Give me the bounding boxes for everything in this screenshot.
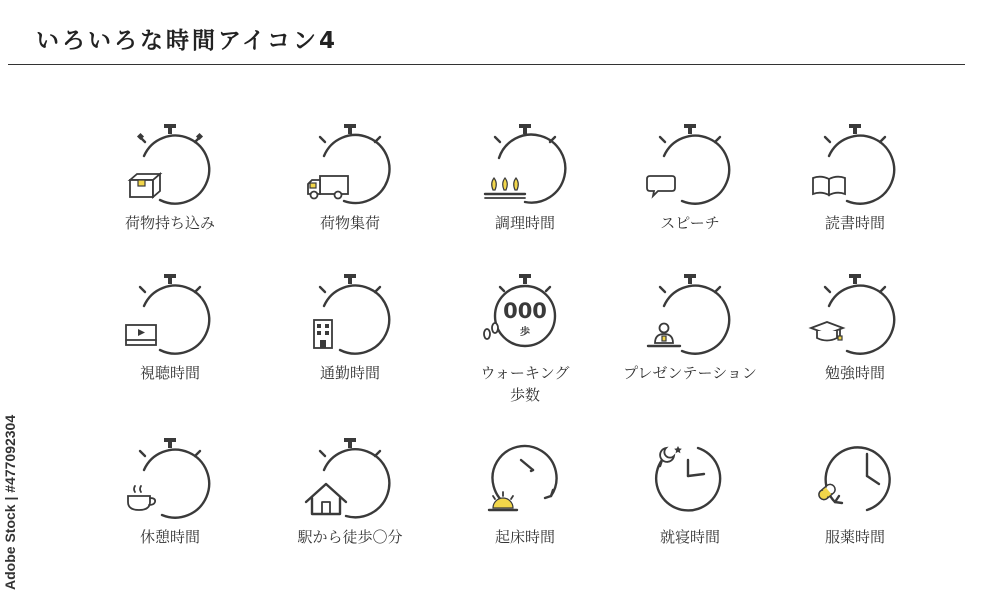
icon-label: 通勤時間 bbox=[319, 364, 380, 382]
icon-label: プレゼンテーション bbox=[623, 364, 757, 382]
icon-tile bbox=[440, 268, 610, 406]
icon-tile bbox=[605, 268, 775, 384]
icon-label: 調理時間 bbox=[494, 214, 555, 232]
truck-stopwatch-icon bbox=[300, 118, 400, 208]
icon-tile bbox=[85, 268, 255, 384]
icon-tile bbox=[85, 118, 255, 234]
icon-label: 駅から徒歩〇分 bbox=[297, 528, 403, 546]
icon-label: 荷物集荷 bbox=[319, 214, 380, 232]
stock-credit: Adobe Stock | #477092304 bbox=[2, 414, 18, 590]
video-player-stopwatch-icon bbox=[120, 268, 220, 358]
speech-bubble-stopwatch-icon bbox=[640, 118, 740, 208]
icon-label: 視聴時間 bbox=[139, 364, 200, 382]
icon-tile bbox=[85, 432, 255, 548]
icon-tile bbox=[770, 268, 940, 384]
icon-tile bbox=[265, 268, 435, 384]
icon-tile bbox=[770, 118, 940, 234]
moon-clock-icon bbox=[640, 432, 740, 522]
book-stopwatch-icon bbox=[805, 118, 905, 208]
office-building-stopwatch-icon bbox=[300, 268, 400, 358]
icon-tile bbox=[605, 432, 775, 548]
presenter-stopwatch-icon bbox=[640, 268, 740, 358]
icon-label: 就寝時間 bbox=[659, 528, 720, 546]
icon-label-line2: 歩数 bbox=[509, 386, 540, 404]
icon-tile bbox=[440, 118, 610, 234]
step-count-text: 000 bbox=[503, 299, 547, 323]
icon-label: 服薬時間 bbox=[824, 528, 885, 546]
icon-tile bbox=[770, 432, 940, 548]
step-counter-stopwatch-icon bbox=[475, 268, 575, 358]
icon-tile bbox=[605, 118, 775, 234]
icon-label: 荷物持ち込み bbox=[124, 214, 215, 232]
icon-tile bbox=[440, 432, 610, 548]
page-title: いろいろな時間アイコン4 bbox=[36, 28, 339, 54]
icon-label: 勉強時間 bbox=[824, 364, 885, 382]
mortarboard-stopwatch-icon bbox=[805, 268, 905, 358]
coffee-cup-stopwatch-icon bbox=[120, 432, 220, 522]
icon-label: 読書時間 bbox=[824, 214, 885, 232]
stove-stopwatch-icon bbox=[475, 118, 575, 208]
icon-label: スピーチ bbox=[660, 214, 720, 232]
icon-label: ウォーキング bbox=[480, 364, 570, 382]
house-stopwatch-icon bbox=[300, 432, 400, 522]
icon-label: 休憩時間 bbox=[139, 528, 200, 546]
icon-tile bbox=[265, 118, 435, 234]
capsule-clock-icon bbox=[805, 432, 905, 522]
icon-tile bbox=[265, 432, 435, 548]
box-stopwatch-icon bbox=[120, 118, 220, 208]
step-unit-text: 歩 bbox=[520, 327, 530, 338]
icon-label: 起床時間 bbox=[494, 528, 555, 546]
sunrise-clock-icon bbox=[475, 432, 575, 522]
